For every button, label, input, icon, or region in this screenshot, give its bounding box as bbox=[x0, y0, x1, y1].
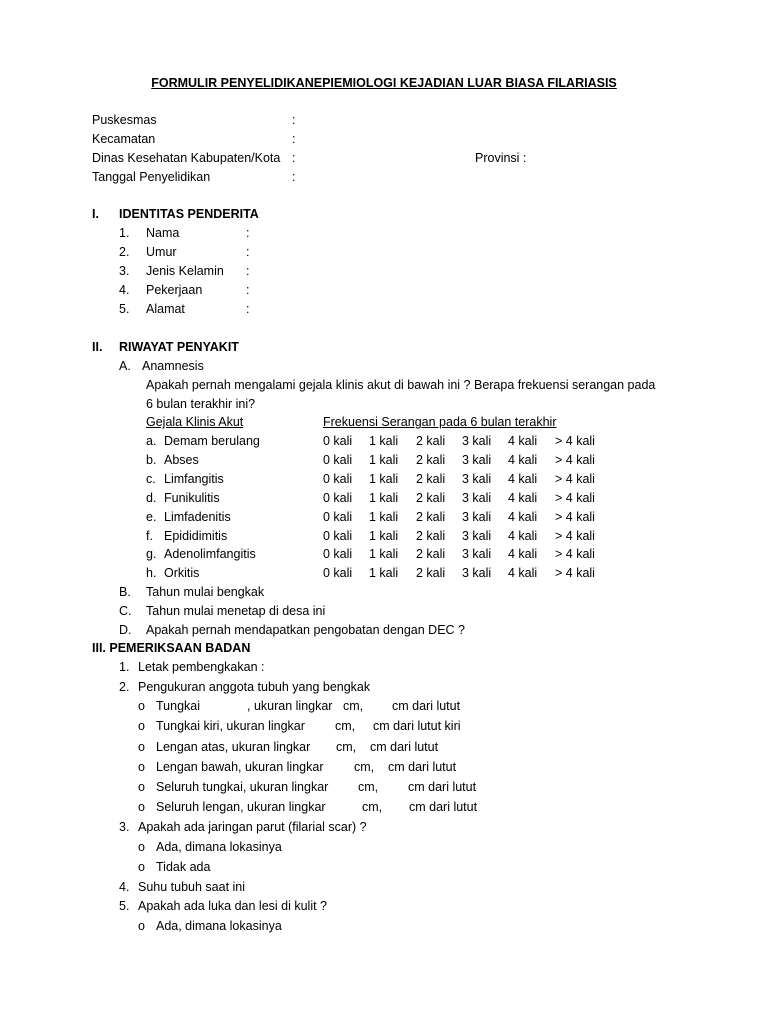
form-title: FORMULIR PENYELIDIKANEPIEMIOLOGI KEJADIAN LUAR BIASA FILARIASIS bbox=[151, 76, 617, 90]
tahun-bengkak-text: Tahun mulai bengkak bbox=[146, 585, 265, 599]
identity-num: 4. bbox=[119, 283, 130, 297]
symptom-name: Funikulitis bbox=[164, 491, 220, 505]
item-letter: C. bbox=[119, 604, 132, 618]
tahun-menetap-text: Tahun mulai menetap di desa ini bbox=[146, 604, 326, 618]
symptom-column-header: Gejala Klinis Akut bbox=[146, 415, 244, 429]
frequency-option: 2 kali bbox=[416, 434, 446, 448]
frequency-option: > 4 kali bbox=[555, 472, 595, 486]
identity-label: Pekerjaan bbox=[146, 283, 203, 297]
section2-title: RIWAYAT PENYAKIT bbox=[119, 340, 239, 354]
pengukuran-text: Pengukuran anggota tubuh yang bengkak bbox=[138, 680, 371, 694]
frequency-option: 1 kali bbox=[369, 491, 399, 505]
frequency-option: > 4 kali bbox=[555, 434, 595, 448]
frequency-option: 3 kali bbox=[462, 434, 492, 448]
frequency-option: 0 kali bbox=[323, 510, 353, 524]
symptom-letter: d. bbox=[146, 491, 157, 505]
bullet: o bbox=[138, 840, 145, 854]
section1-number: I. bbox=[92, 207, 99, 221]
section1-title: IDENTITAS PENDERITA bbox=[119, 207, 259, 221]
measurement-distance: cm dari lutut kiri bbox=[373, 719, 461, 733]
frequency-option: > 4 kali bbox=[555, 453, 595, 467]
bullet: o bbox=[138, 780, 145, 794]
frequency-option: > 4 kali bbox=[555, 491, 595, 505]
identity-num: 5. bbox=[119, 302, 130, 316]
frequency-option: 3 kali bbox=[462, 529, 492, 543]
identity-label: Nama bbox=[146, 226, 180, 240]
frequency-option: > 4 kali bbox=[555, 547, 595, 561]
identity-num: 1. bbox=[119, 226, 130, 240]
measurement-limb: Lengan bawah, ukuran lingkar bbox=[156, 760, 324, 774]
dinas-label: Dinas Kesehatan Kabupaten/Kota bbox=[92, 151, 281, 165]
bullet: o bbox=[138, 699, 145, 713]
question-text: Apakah pernah mengalami gejala klinis akut di bawah ini ? Berapa frekuensi serangan pada bbox=[146, 378, 656, 392]
dec-question-text: Apakah pernah mendapatkan pengobatan dengan DEC ? bbox=[146, 623, 466, 637]
symptom-letter: f. bbox=[146, 529, 153, 543]
frequency-option: 3 kali bbox=[462, 453, 492, 467]
question-text-cont: 6 bulan terakhir ini? bbox=[146, 397, 256, 411]
scar-option-tidak: Tidak ada bbox=[156, 860, 211, 874]
item-number: 3. bbox=[119, 820, 130, 834]
item-number: 1. bbox=[119, 660, 130, 674]
frequency-option: 0 kali bbox=[323, 547, 353, 561]
kecamatan-colon: : bbox=[292, 132, 296, 146]
identity-label: Jenis Kelamin bbox=[146, 264, 224, 278]
measurement-cm: cm, bbox=[354, 760, 375, 774]
tanggal-colon: : bbox=[292, 170, 296, 184]
frequency-option: 4 kali bbox=[508, 491, 538, 505]
symptom-letter: b. bbox=[146, 453, 157, 467]
measurement-cm: cm, bbox=[336, 740, 357, 754]
symptom-letter: c. bbox=[146, 472, 156, 486]
frequency-option: 1 kali bbox=[369, 453, 399, 467]
measurement-limb: Seluruh lengan, ukuran lingkar bbox=[156, 800, 326, 814]
measurement-distance: cm dari lutut bbox=[408, 780, 477, 794]
bullet: o bbox=[138, 860, 145, 874]
frequency-option: 3 kali bbox=[462, 566, 492, 580]
frequency-option: 3 kali bbox=[462, 491, 492, 505]
measurement-limb: Lengan atas, ukuran lingkar bbox=[156, 740, 311, 754]
anamnesis-label: Anamnesis bbox=[142, 359, 204, 373]
frequency-option: 2 kali bbox=[416, 453, 446, 467]
item-letter: D. bbox=[119, 623, 132, 637]
identity-num: 2. bbox=[119, 245, 130, 259]
frequency-column-header: Frekuensi Serangan pada 6 bulan terakhir bbox=[323, 415, 557, 429]
frequency-option: 2 kali bbox=[416, 472, 446, 486]
frequency-option: 4 kali bbox=[508, 566, 538, 580]
frequency-option: 1 kali bbox=[369, 529, 399, 543]
frequency-option: 1 kali bbox=[369, 434, 399, 448]
item-number: 5. bbox=[119, 899, 130, 913]
puskesmas-label: Puskesmas bbox=[92, 113, 157, 127]
suhu-tubuh-text: Suhu tubuh saat ini bbox=[138, 880, 246, 894]
identity-colon: : bbox=[246, 264, 250, 278]
frequency-option: > 4 kali bbox=[555, 566, 595, 580]
frequency-option: 3 kali bbox=[462, 510, 492, 524]
frequency-option: 2 kali bbox=[416, 510, 446, 524]
identity-label: Umur bbox=[146, 245, 177, 259]
item-letter: B. bbox=[119, 585, 131, 599]
symptom-name: Adenolimfangitis bbox=[164, 547, 256, 561]
measurement-cm: cm, bbox=[358, 780, 379, 794]
frequency-option: 0 kali bbox=[323, 566, 353, 580]
frequency-option: 4 kali bbox=[508, 434, 538, 448]
frequency-option: 0 kali bbox=[323, 472, 353, 486]
frequency-option: 0 kali bbox=[323, 491, 353, 505]
frequency-option: 1 kali bbox=[369, 566, 399, 580]
symptom-name: Limfadenitis bbox=[164, 510, 231, 524]
frequency-option: 4 kali bbox=[508, 472, 538, 486]
anamnesis-letter: A. bbox=[119, 359, 131, 373]
tanggal-label: Tanggal Penyelidikan bbox=[92, 170, 211, 184]
symptom-letter: a. bbox=[146, 434, 157, 448]
kecamatan-label: Kecamatan bbox=[92, 132, 156, 146]
scar-option-ada: Ada, dimana lokasinya bbox=[156, 840, 282, 854]
frequency-option: 4 kali bbox=[508, 529, 538, 543]
section3-title: III. PEMERIKSAAN BADAN bbox=[92, 641, 251, 655]
frequency-option: 3 kali bbox=[462, 547, 492, 561]
measurement-lingkar: , ukuran lingkar bbox=[247, 699, 333, 713]
measurement-cm: cm, bbox=[343, 699, 364, 713]
frequency-option: 1 kali bbox=[369, 547, 399, 561]
bullet: o bbox=[138, 760, 145, 774]
measurement-limb: Seluruh tungkai, ukuran lingkar bbox=[156, 780, 329, 794]
symptom-letter: e. bbox=[146, 510, 157, 524]
frequency-option: 2 kali bbox=[416, 491, 446, 505]
measurement-distance: cm dari lutut bbox=[370, 740, 439, 754]
symptom-letter: g. bbox=[146, 547, 157, 561]
frequency-option: 0 kali bbox=[323, 529, 353, 543]
symptom-name: Epididimitis bbox=[164, 529, 228, 543]
item-number: 4. bbox=[119, 880, 130, 894]
identity-colon: : bbox=[246, 226, 250, 240]
frequency-option: 2 kali bbox=[416, 547, 446, 561]
measurement-cm: cm, bbox=[362, 800, 383, 814]
section2-number: II. bbox=[92, 340, 103, 354]
jaringan-parut-text: Apakah ada jaringan parut (filarial scar) ? bbox=[138, 820, 367, 834]
measurement-cm: cm, bbox=[335, 719, 356, 733]
puskesmas-colon: : bbox=[292, 113, 296, 127]
frequency-option: 1 kali bbox=[369, 510, 399, 524]
letak-pembengkakan-text: Letak pembengkakan : bbox=[138, 660, 265, 674]
symptom-letter: h. bbox=[146, 566, 157, 580]
measurement-distance: cm dari lutut bbox=[388, 760, 457, 774]
symptom-name: Limfangitis bbox=[164, 472, 224, 486]
frequency-option: 2 kali bbox=[416, 529, 446, 543]
bullet: o bbox=[138, 740, 145, 754]
item-number: 2. bbox=[119, 680, 130, 694]
symptom-name: Demam berulang bbox=[164, 434, 260, 448]
luka-lesi-text: Apakah ada luka dan lesi di kulit ? bbox=[138, 899, 328, 913]
provinsi-label: Provinsi : bbox=[475, 151, 527, 165]
frequency-option: > 4 kali bbox=[555, 529, 595, 543]
frequency-option: 1 kali bbox=[369, 472, 399, 486]
frequency-option: 4 kali bbox=[508, 453, 538, 467]
bullet: o bbox=[138, 919, 145, 933]
measurement-limb: Tungkai kiri, ukuran lingkar bbox=[156, 719, 305, 733]
measurement-limb: Tungkai bbox=[156, 699, 201, 713]
identity-colon: : bbox=[246, 302, 250, 316]
frequency-option: 0 kali bbox=[323, 453, 353, 467]
identity-num: 3. bbox=[119, 264, 130, 278]
identity-colon: : bbox=[246, 245, 250, 259]
bullet: o bbox=[138, 800, 145, 814]
frequency-option: 4 kali bbox=[508, 510, 538, 524]
frequency-option: 0 kali bbox=[323, 434, 353, 448]
identity-label: Alamat bbox=[146, 302, 185, 316]
frequency-option: 3 kali bbox=[462, 472, 492, 486]
frequency-option: 2 kali bbox=[416, 566, 446, 580]
bullet: o bbox=[138, 719, 145, 733]
identity-colon: : bbox=[246, 283, 250, 297]
frequency-option: > 4 kali bbox=[555, 510, 595, 524]
measurement-distance: cm dari lutut bbox=[409, 800, 478, 814]
frequency-option: 4 kali bbox=[508, 547, 538, 561]
measurement-distance: cm dari lutut bbox=[392, 699, 461, 713]
lesion-option-ada: Ada, dimana lokasinya bbox=[156, 919, 282, 933]
symptom-name: Orkitis bbox=[164, 566, 200, 580]
dinas-colon: : bbox=[292, 151, 296, 165]
symptom-name: Abses bbox=[164, 453, 199, 467]
